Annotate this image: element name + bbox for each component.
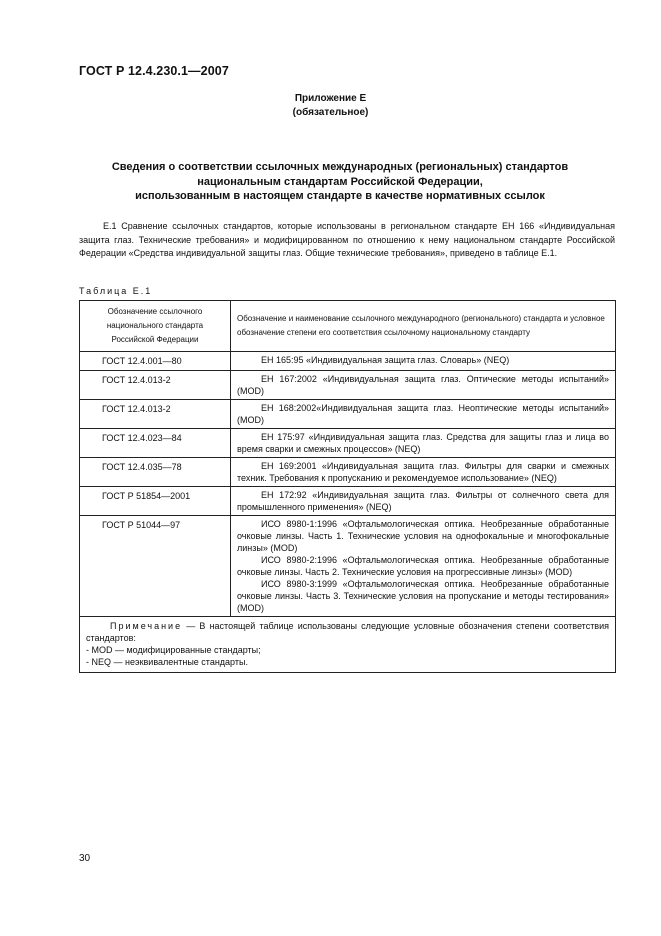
reference-standard-text: ЕН 167:2002 «Индивидуальная защита глаз. Оптические методы испытаний» (MOD) bbox=[237, 374, 609, 396]
reference-standard-cell bbox=[231, 458, 616, 487]
appendix-subtitle: (обязательное) bbox=[292, 107, 369, 118]
table-row bbox=[80, 352, 616, 371]
reference-standard-text: ЕН 168:2002«Индивидуальная защита глаз. Неоптические методы испытаний» (MOD) bbox=[237, 403, 609, 425]
reference-standard-text: ЕН 169:2001 «Индивидуальная защита глаз. Фильтры для сварки и смежных техник. Требования к пропусканию и рекомендуемое использование» (NEQ) bbox=[237, 461, 609, 483]
note-mod-definition: - MOD — модифицированные стандарты; bbox=[86, 645, 261, 655]
iso-reference-3: ИСО 8980-3:1999 «Офтальмологическая оптика. Необрезанные обработанные очковые линзы. Часть 3. Технические условия на пропускание и методы тестирования» (MOD) bbox=[237, 579, 609, 613]
table-label: Таблица Е.1 bbox=[79, 286, 153, 296]
table-row bbox=[80, 371, 616, 400]
reference-standard-text: ЕН 165:95 «Индивидуальная защита глаз. Словарь» (NEQ) bbox=[261, 355, 510, 365]
reference-standard-cell bbox=[231, 371, 616, 400]
reference-standard-cell bbox=[231, 487, 616, 516]
table-container bbox=[79, 300, 616, 673]
note-neq-definition: - NEQ — неэквивалентные стандарты. bbox=[86, 657, 248, 667]
table-row-iso bbox=[80, 516, 616, 617]
table-row bbox=[80, 487, 616, 516]
national-standard-cell: ГОСТ 12.4.035—78 bbox=[80, 458, 231, 487]
reference-standard-cell bbox=[231, 352, 616, 371]
note-text: — В настоящей таблице использованы следующие условные обозначения степени соответствия стандартов: bbox=[86, 621, 609, 643]
national-standard-cell: ГОСТ 12.4.001—80 bbox=[80, 352, 231, 371]
standards-table bbox=[79, 300, 616, 673]
table-row bbox=[80, 429, 616, 458]
note-lead: Примечание bbox=[110, 621, 183, 631]
header-national-standard: Обозначение ссылочного национального стандарта Российской Федерации bbox=[80, 301, 231, 352]
table-row bbox=[80, 400, 616, 429]
document-header: ГОСТ Р 12.4.230.1—2007 bbox=[79, 64, 229, 78]
national-standard-cell: ГОСТ 12.4.023—84 bbox=[80, 429, 231, 458]
appendix-heading bbox=[0, 92, 661, 120]
national-standard-cell: ГОСТ Р 51854—2001 bbox=[80, 487, 231, 516]
reference-standard-cell bbox=[231, 400, 616, 429]
page-number: 30 bbox=[79, 853, 91, 864]
table-row bbox=[80, 458, 616, 487]
reference-standard-cell bbox=[231, 429, 616, 458]
appendix-title: Приложение Е bbox=[294, 93, 367, 104]
table-note-row bbox=[80, 617, 616, 673]
reference-standard-text: ЕН 175:97 «Индивидуальная защита глаз. Средства для защиты глаз и лица во время сварки и смежных процессов» (NEQ) bbox=[237, 432, 609, 454]
iso-reference-2: ИСО 8980-2:1996 «Офтальмологическая оптика. Необрезанные обработанные очковые линзы. Часть 2. Технические условия на прогрессивные линзы» (MOD) bbox=[237, 555, 609, 577]
intro-paragraph: Е.1 Сравнение ссылочных стандартов, которые использованы в региональном стандарте ЕН 166 «Индивидуальная защита глаз. Технические требования» и модифицированном по отношению к нему национальном стандарте Российской Федерации «Средства индивидуальной защиты глаз. Общие технические требования», приведено в таблице Е.1. bbox=[79, 221, 615, 258]
iso-reference-1: ИСО 8980-1:1996 «Офтальмологическая оптика. Необрезанные обработанные очковые линзы. Часть 1. Технические условия на однофокальные и многофокальные линзы» (MOD) bbox=[237, 519, 609, 553]
section-title-line-2: национальным стандартам Российской Федерации, bbox=[197, 175, 483, 188]
section-title-line-3: использованным в настоящем стандарте в качестве нормативных ссылок bbox=[135, 190, 545, 202]
table-note bbox=[80, 617, 616, 673]
national-standard-cell: ГОСТ 12.4.013-2 bbox=[80, 400, 231, 429]
section-title-line-1: Сведения о соответствии ссылочных международных (региональных) стандартов bbox=[111, 161, 569, 173]
reference-standard-text: ЕН 172:92 «Индивидуальная защита глаз. Фильтры от солнечного света для промышленного применения» (NEQ) bbox=[237, 490, 609, 512]
reference-standard-cell bbox=[231, 516, 616, 617]
national-standard-cell: ГОСТ Р 51044—97 bbox=[80, 516, 231, 617]
header-reference-standard: Обозначение и наименование ссылочного международного (регионального) стандарта и условное обозначение степени его соответствия ссылочному национальному стандарту bbox=[231, 301, 616, 352]
table-header-row bbox=[80, 301, 616, 352]
note-intro bbox=[86, 620, 609, 644]
national-standard-cell: ГОСТ 12.4.013-2 bbox=[80, 371, 231, 400]
section-title bbox=[90, 160, 590, 204]
